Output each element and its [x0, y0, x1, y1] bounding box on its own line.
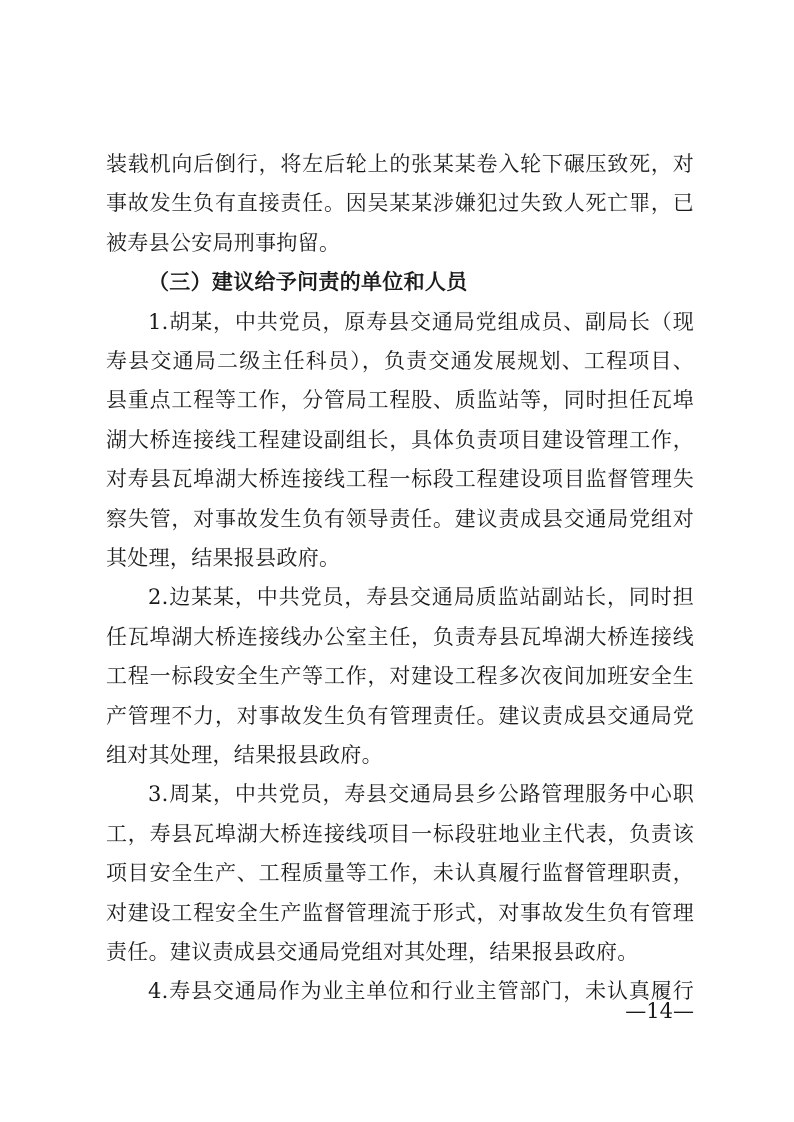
- body-text-line: 事故发生负有直接责任。因吴某某涉嫌犯过失致人死亡罪，已: [106, 191, 694, 216]
- paragraph-1-first-line: 1.胡某，中共党员，原寿县交通局党组成员、副局长（现: [148, 309, 694, 334]
- section-heading: （三）建议给予问责的单位和人员: [148, 269, 468, 295]
- body-text-line: 其处理，结果报县政府。: [106, 546, 341, 570]
- body-text-line: 工，寿县瓦埠湖大桥连接线项目一标段驻地业主代表，负责该: [106, 821, 694, 846]
- body-text-line: 产管理不力，对事故发生负有管理责任。建议责成县交通局党: [106, 703, 694, 728]
- page-number: —14—: [625, 999, 694, 1023]
- body-text-line: 寿县交通局二级主任科员），负责交通发展规划、工程项目、: [106, 349, 694, 373]
- body-text-line: 装载机向后倒行，将左后轮上的张某某卷入轮下碾压致死，对: [106, 152, 694, 176]
- body-text-line: 任瓦埠湖大桥连接线办公室主任，负责寿县瓦埠湖大桥连接线: [106, 624, 694, 649]
- body-text-line: 项目安全生产、工程质量等工作，未认真履行监督管理职责，: [106, 861, 694, 886]
- body-text-line: 对建设工程安全生产监督管理流于形式，对事故发生负有管理: [106, 900, 694, 925]
- body-text-line: 责任。建议责成县交通局党组对其处理，结果报县政府。: [106, 940, 639, 964]
- body-text-line: 察失管，对事故发生负有领导责任。建议责成县交通局党组对: [106, 506, 694, 531]
- body-text-line: 对寿县瓦埠湖大桥连接线工程一标段工程建设项目监督管理失: [106, 467, 694, 492]
- body-text-line: 湖大桥连接线工程建设副组长，具体负责项目建设管理工作，: [106, 427, 694, 452]
- body-text-line: 县重点工程等工作，分管局工程股、质监站等，同时担任瓦埠: [106, 388, 694, 413]
- body-text-line: 被寿县公安局刑事拘留。: [106, 230, 341, 255]
- body-text-line: 组对其处理，结果报县政府。: [106, 743, 383, 767]
- paragraph-4-first-line: 4.寿县交通局作为业主单位和行业主管部门，未认真履行: [148, 979, 694, 1004]
- body-text-line: 工程一标段安全生产等工作，对建设工程多次夜间加班安全生: [106, 664, 694, 689]
- paragraph-3-first-line: 3.周某，中共党员，寿县交通局县乡公路管理服务中心职: [148, 782, 694, 807]
- paragraph-2-first-line: 2.边某某，中共党员，寿县交通局质监站副站长，同时担: [148, 585, 694, 610]
